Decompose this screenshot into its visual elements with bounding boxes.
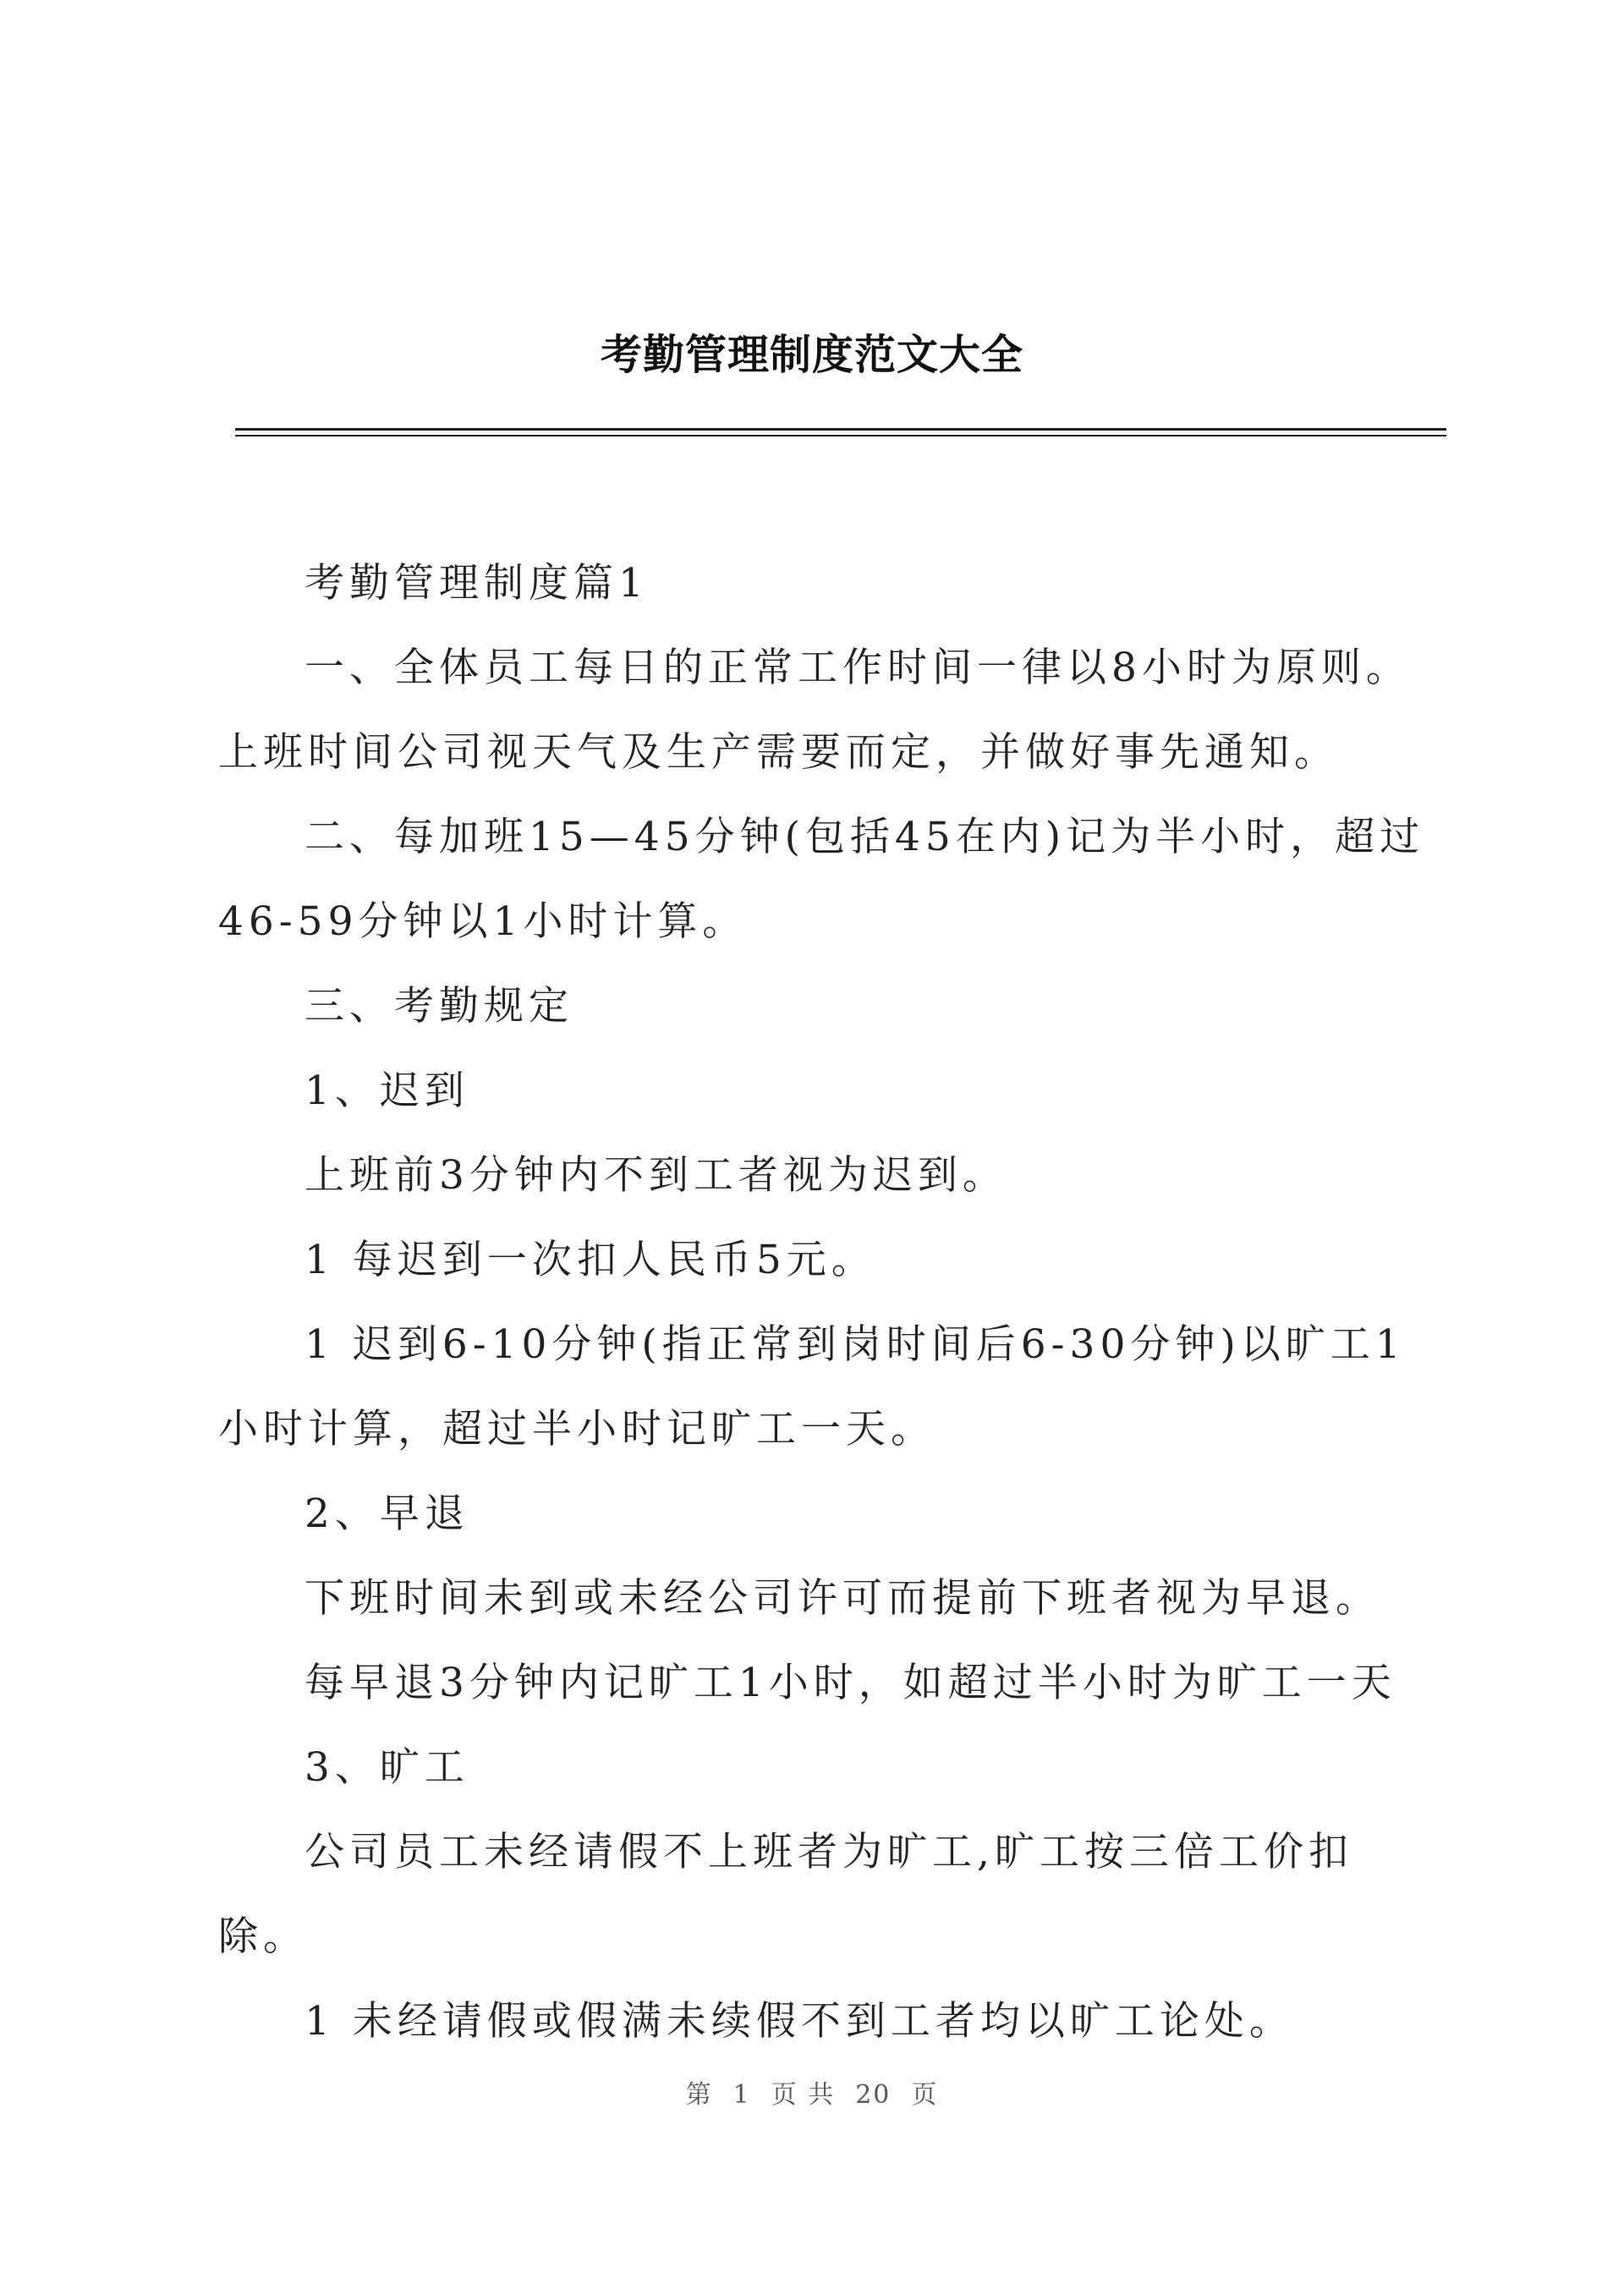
paragraph: 下班时间未到或未经公司许可而提前下班者视为早退。 (304, 1575, 1380, 1622)
paragraph: 上班前3分钟内不到工者视为迟到。 (304, 1152, 1007, 1199)
footer-current-page: 1 (732, 2080, 751, 2110)
page-number-footer (0, 2077, 1624, 2114)
title-double-rule (235, 428, 1446, 436)
paragraph: 一、全体员工每日的正常工作时间一律以8小时为原则。上班时间公司视天气及生产需要而定，并做好事先通知。 (218, 645, 1411, 776)
section-heading: 考勤管理制度篇1 (304, 560, 649, 607)
paragraph: 二、每加班15—45分钟(包括45在内)记为半小时，超过46-59分钟以1小时计算。 (218, 814, 1425, 945)
list-item: 1 未经请假或假满未续假不到工者均以旷工论处。 (304, 1998, 1294, 2045)
document-body (218, 541, 1436, 2064)
footer-total-pages: 20 (855, 2080, 892, 2110)
paragraph: 公司员工未经请假不上班者为旷工,旷工按三倍工价扣除。 (218, 1829, 1353, 1960)
section-heading: 三、考勤规定 (304, 983, 573, 1029)
subsection-heading: 3、旷工 (304, 1744, 469, 1791)
paragraph: 每早退3分钟内记旷工1小时，如超过半小时为旷工一天 (304, 1660, 1396, 1706)
subsection-heading: 1、迟到 (304, 1068, 469, 1114)
footer-middle: 页 共 (771, 2080, 836, 2110)
footer-suffix: 页 (911, 2080, 939, 2110)
list-item: 1 每迟到一次扣人民币5元。 (304, 1237, 876, 1283)
footer-prefix: 第 (685, 2080, 713, 2110)
document-title: 考勤管理制度范文大全 (600, 331, 1023, 379)
subsection-heading: 2、早退 (304, 1491, 469, 1537)
list-item: 1 迟到6-10分钟(指正常到岗时间后6-30分钟)以旷工1小时计算，超过半小时记旷工一天。 (218, 1321, 1406, 1452)
